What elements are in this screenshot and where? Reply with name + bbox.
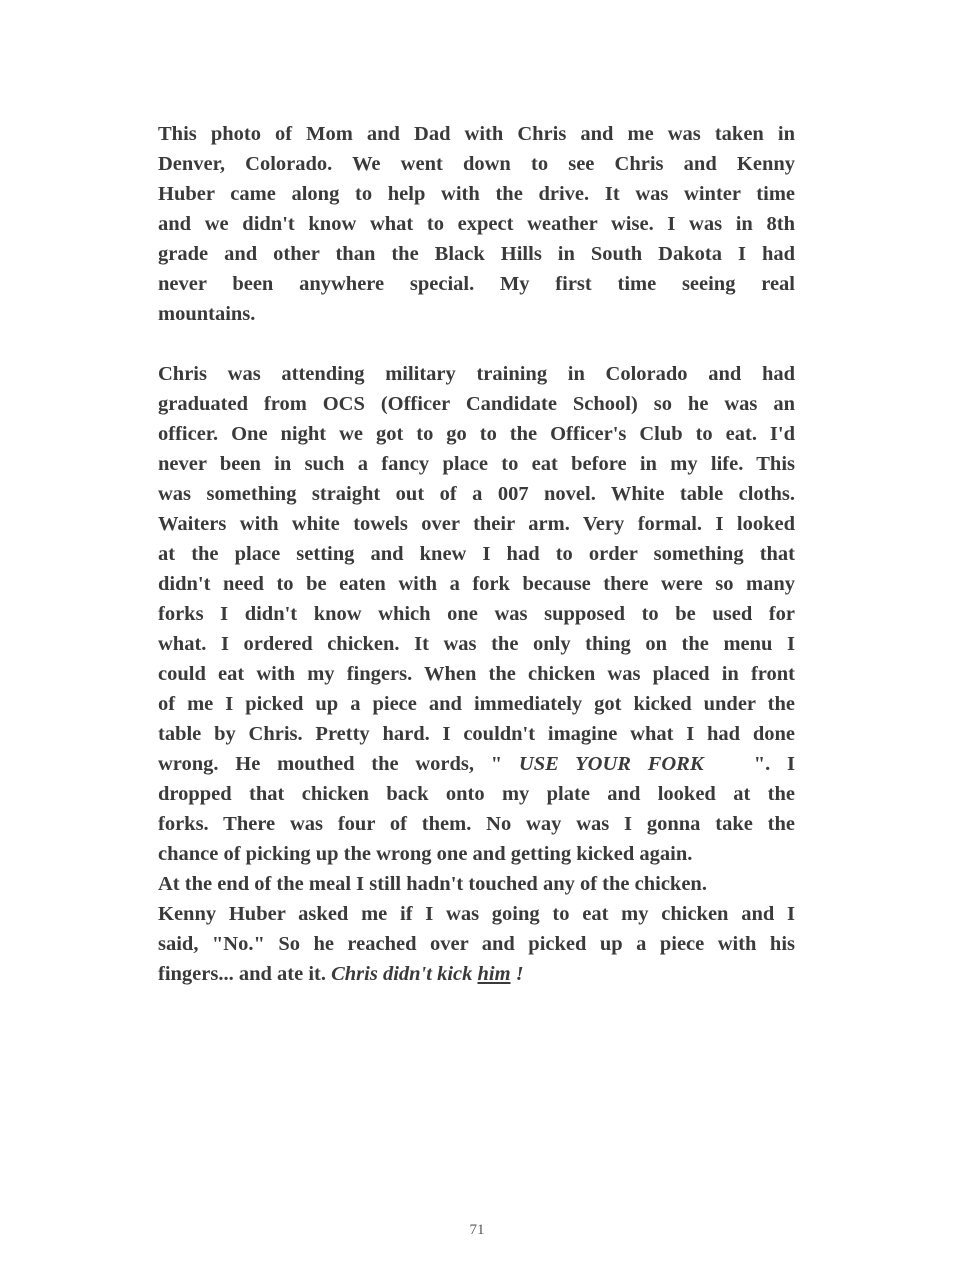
text-line: chance of picking up the wrong one and getting kicked again. xyxy=(158,843,693,865)
text-line: graduated from OCS (Officer Candidate School) so he was an xyxy=(158,393,795,415)
final-plain-text: fingers... and ate it. xyxy=(158,963,326,985)
final-exclamation: ! xyxy=(515,963,524,985)
text-line: could eat with my fingers. When the chicken was placed in front xyxy=(158,663,795,685)
text-line: mountains. xyxy=(158,303,256,325)
text-line-use-your-fork xyxy=(158,749,795,779)
text-line-final xyxy=(158,959,795,989)
use-your-fork-quote: USE YOUR FORK xyxy=(518,753,704,775)
text-line: table by Chris. Pretty hard. I couldn't imagine what I had done xyxy=(158,723,795,745)
text-line: officer. One night we got to go to the Officer's Club to eat. I'd xyxy=(158,423,795,445)
final-italic-text: Chris didn't kick xyxy=(331,963,473,985)
text-line: never been anywhere special. My first time seeing real xyxy=(158,273,795,295)
page-number: 71 xyxy=(469,1222,485,1238)
text-line: This photo of Mom and Dad with Chris and me was taken in xyxy=(158,123,795,145)
text-line: Huber came along to help with the drive. It was winter time xyxy=(158,183,795,205)
final-underlined-word: him xyxy=(477,963,511,985)
text-line: forks I didn't know which one was supposed to be used for xyxy=(158,603,795,625)
text-line: Chris was attending military training in Colorado and had xyxy=(158,363,795,385)
text-line: was something straight out of a 007 novel. White table cloths. xyxy=(158,483,795,505)
text-line: what. I ordered chicken. It was the only thing on the menu I xyxy=(158,633,795,655)
text-line: grade and other than the Black Hills in South Dakota I had xyxy=(158,243,795,265)
text-line: At the end of the meal I still hadn't touched any of the chicken. xyxy=(158,873,707,895)
text-line: didn't need to be eaten with a fork because there were so many xyxy=(158,573,795,595)
paragraph-denver-trip xyxy=(158,119,795,329)
text-line: Waiters with white towels over their arm. Very formal. I looked xyxy=(158,513,795,535)
body-text xyxy=(158,119,795,989)
text-line: said, "No." So he reached over and picked up a piece with his xyxy=(158,933,795,955)
text-line: Kenny Huber asked me if I was going to eat my chicken and I xyxy=(158,903,795,925)
text-line: and we didn't know what to expect weather wise. I was in 8th xyxy=(158,213,795,235)
text-line: dropped that chicken back onto my plate and looked at the xyxy=(158,783,795,805)
paragraph-officers-club xyxy=(158,359,795,989)
quote-lead-text: wrong. He mouthed the words, " xyxy=(158,753,503,775)
text-line: Denver, Colorado. We went down to see Chris and Kenny xyxy=(158,153,795,175)
text-line: never been in such a fancy place to eat before in my life. This xyxy=(158,453,795,475)
quote-trail-text: ". I xyxy=(753,753,796,775)
text-line: at the place setting and knew I had to order something that xyxy=(158,543,795,565)
text-line: forks. There was four of them. No way was I gonna take the xyxy=(158,813,795,835)
text-line: of me I picked up a piece and immediately got kicked under the xyxy=(158,693,795,715)
